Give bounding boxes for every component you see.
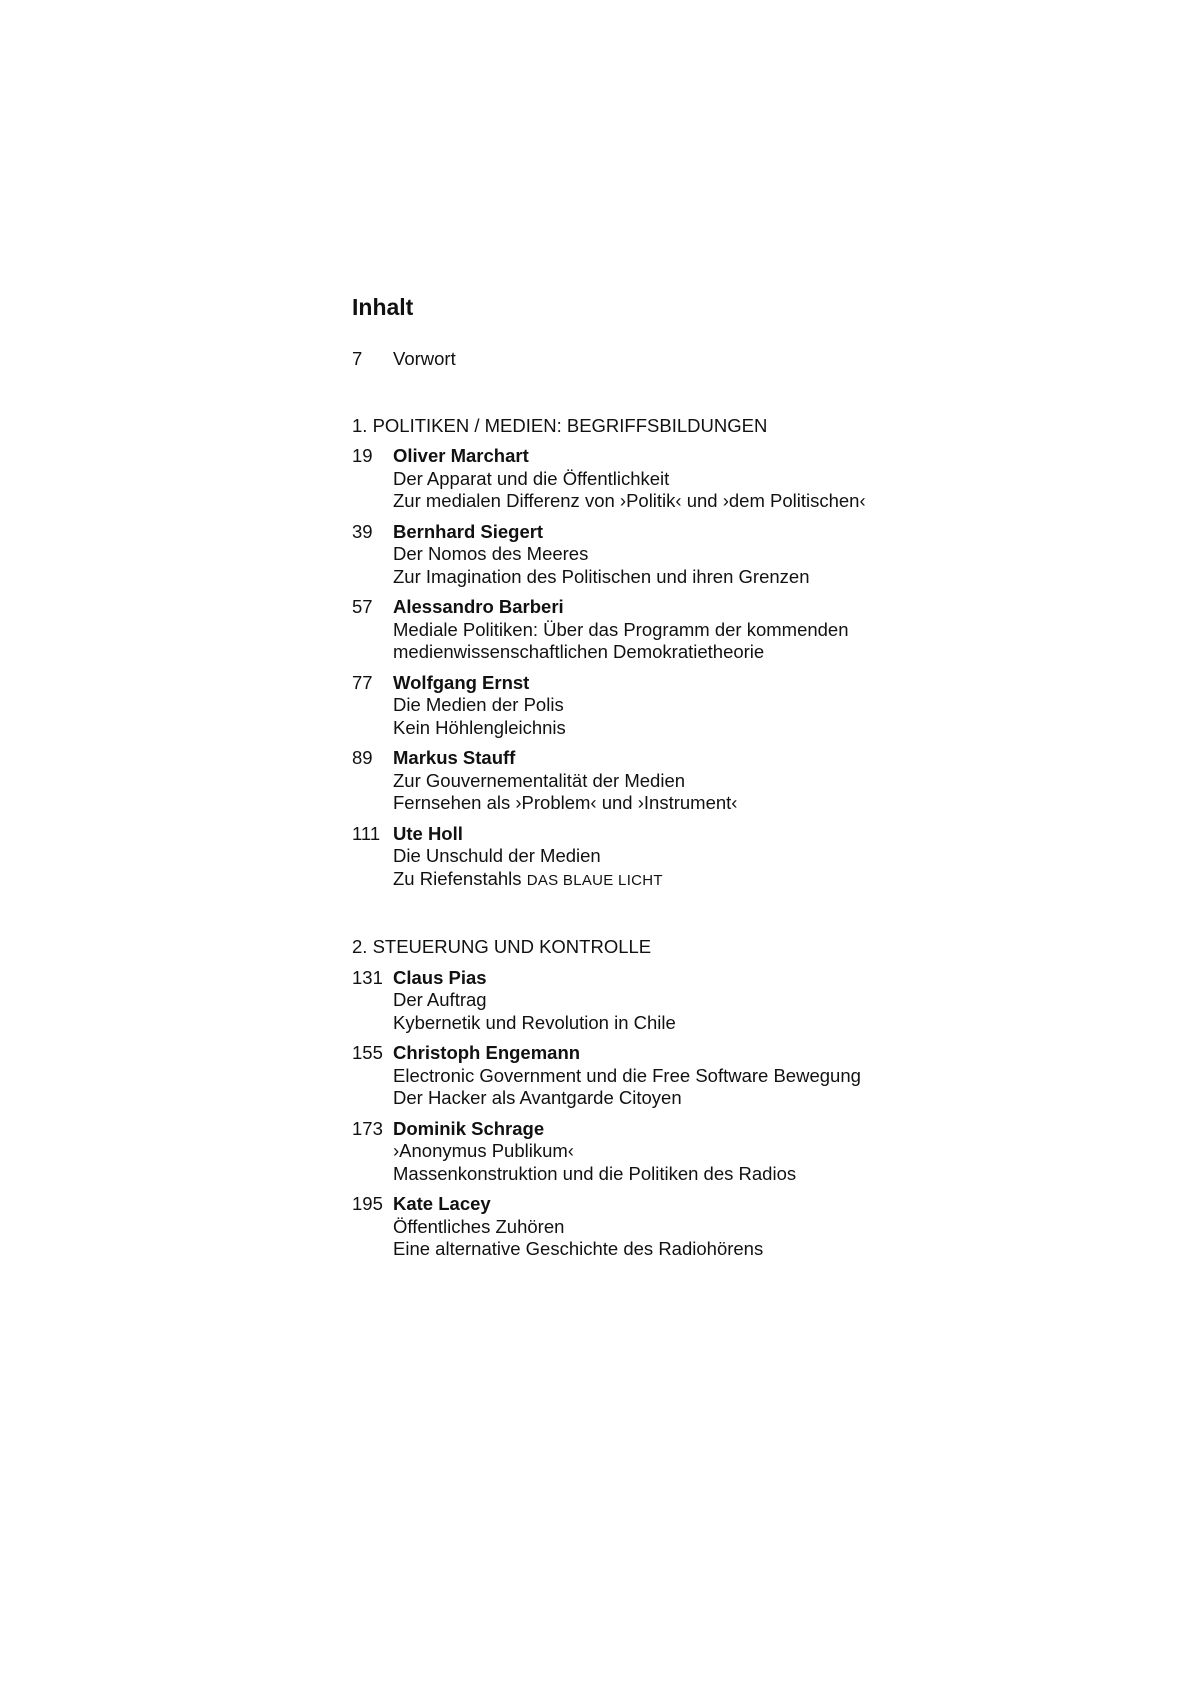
- toc-entry: [352, 747, 912, 815]
- entry-subtitle: Kybernetik und Revolution in Chile: [393, 1011, 676, 1033]
- entry-label: Vorwort: [393, 348, 456, 369]
- toc-entry: [352, 967, 912, 1035]
- entry-author: Dominik Schrage: [393, 1117, 545, 1139]
- page-number: 57: [352, 596, 373, 617]
- entry-subtitle: [393, 868, 912, 893]
- toc-entry: [352, 596, 912, 664]
- page-number: 155: [352, 1042, 383, 1063]
- entry-subtitle-text: Zu Riefenstahls: [393, 867, 522, 889]
- page-title: Inhalt: [352, 294, 414, 320]
- page-number: 195: [352, 1193, 383, 1214]
- entry-author: Oliver Marchart: [393, 445, 529, 466]
- entry-author: Bernhard Siegert: [393, 520, 544, 542]
- toc-entry: [352, 521, 912, 589]
- entry-title: ›Anonymus Publikum‹: [393, 1140, 574, 1161]
- entry-title: Öffentliches Zuhören: [393, 1215, 565, 1237]
- entry-title: Die Medien der Polis: [393, 694, 564, 715]
- toc-entry-vorwort: [352, 348, 912, 371]
- toc-entry: [352, 445, 912, 513]
- entry-author: Alessandro Barberi: [393, 596, 564, 617]
- toc-entry: [352, 1042, 912, 1110]
- section-heading: 2. STEUERUNG UND KONTROLLE: [352, 936, 652, 957]
- entry-title: Die Unschuld der Medien: [393, 845, 601, 866]
- page-number: 77: [352, 671, 373, 693]
- entry-title: Der Nomos des Meeres: [393, 543, 589, 564]
- entry-title: Der Auftrag: [393, 989, 487, 1010]
- entry-subtitle: Eine alternative Geschichte des Radiohörens: [393, 1238, 764, 1259]
- film-title: DAS BLAUE LICHT: [526, 871, 663, 889]
- entry-author: Markus Stauff: [393, 747, 516, 768]
- entry-subtitle: Der Hacker als Avantgarde Citoyen: [393, 1087, 682, 1108]
- toc-entry: [352, 1193, 912, 1261]
- toc-section-2: [352, 936, 912, 1261]
- page-number: 111: [352, 822, 381, 844]
- entry-subtitle: Zur medialen Differenz von ›Politik‹ und ›dem Politischen‹: [393, 490, 866, 511]
- entry-author: Ute Holl: [393, 822, 463, 844]
- page-number: 173: [352, 1117, 383, 1139]
- entry-title: Der Apparat und die Öffentlichkeit: [393, 467, 670, 489]
- toc-entry: [352, 672, 912, 740]
- section-heading: 1. POLITIKEN / MEDIEN: BEGRIFFSBILDUNGEN: [352, 414, 768, 436]
- page-number: 19: [352, 445, 373, 466]
- page-number: 89: [352, 747, 373, 768]
- entry-title: Mediale Politiken: Über das Programm der kommenden: [393, 618, 849, 640]
- entry-subtitle: Massenkonstruktion und die Politiken des Radios: [393, 1162, 797, 1184]
- entry-title: Zur Gouvernementalität der Medien: [393, 769, 686, 791]
- entry-subtitle: Zur Imagination des Politischen und ihren Grenzen: [393, 565, 810, 587]
- table-of-contents: [352, 290, 912, 1305]
- entry-subtitle: Kein Höhlengleichnis: [393, 716, 566, 738]
- entry-subtitle: medienwissenschaftlichen Demokratietheorie: [393, 641, 765, 662]
- page-number: 7: [352, 348, 363, 369]
- entry-author: Christoph Engemann: [393, 1042, 581, 1063]
- page-number: 39: [352, 520, 373, 542]
- entry-author: Claus Pias: [393, 966, 487, 988]
- toc-section-1: [352, 415, 912, 893]
- entry-title: Electronic Government und die Free Software Bewegung: [393, 1064, 861, 1086]
- entry-author: Wolfgang Ernst: [393, 671, 530, 693]
- page-number: 131: [352, 966, 383, 988]
- toc-entry: [352, 1118, 912, 1186]
- entry-subtitle: Fernsehen als ›Problem‹ und ›Instrument‹: [393, 792, 738, 813]
- toc-entry: [352, 823, 912, 893]
- entry-author: Kate Lacey: [393, 1193, 491, 1214]
